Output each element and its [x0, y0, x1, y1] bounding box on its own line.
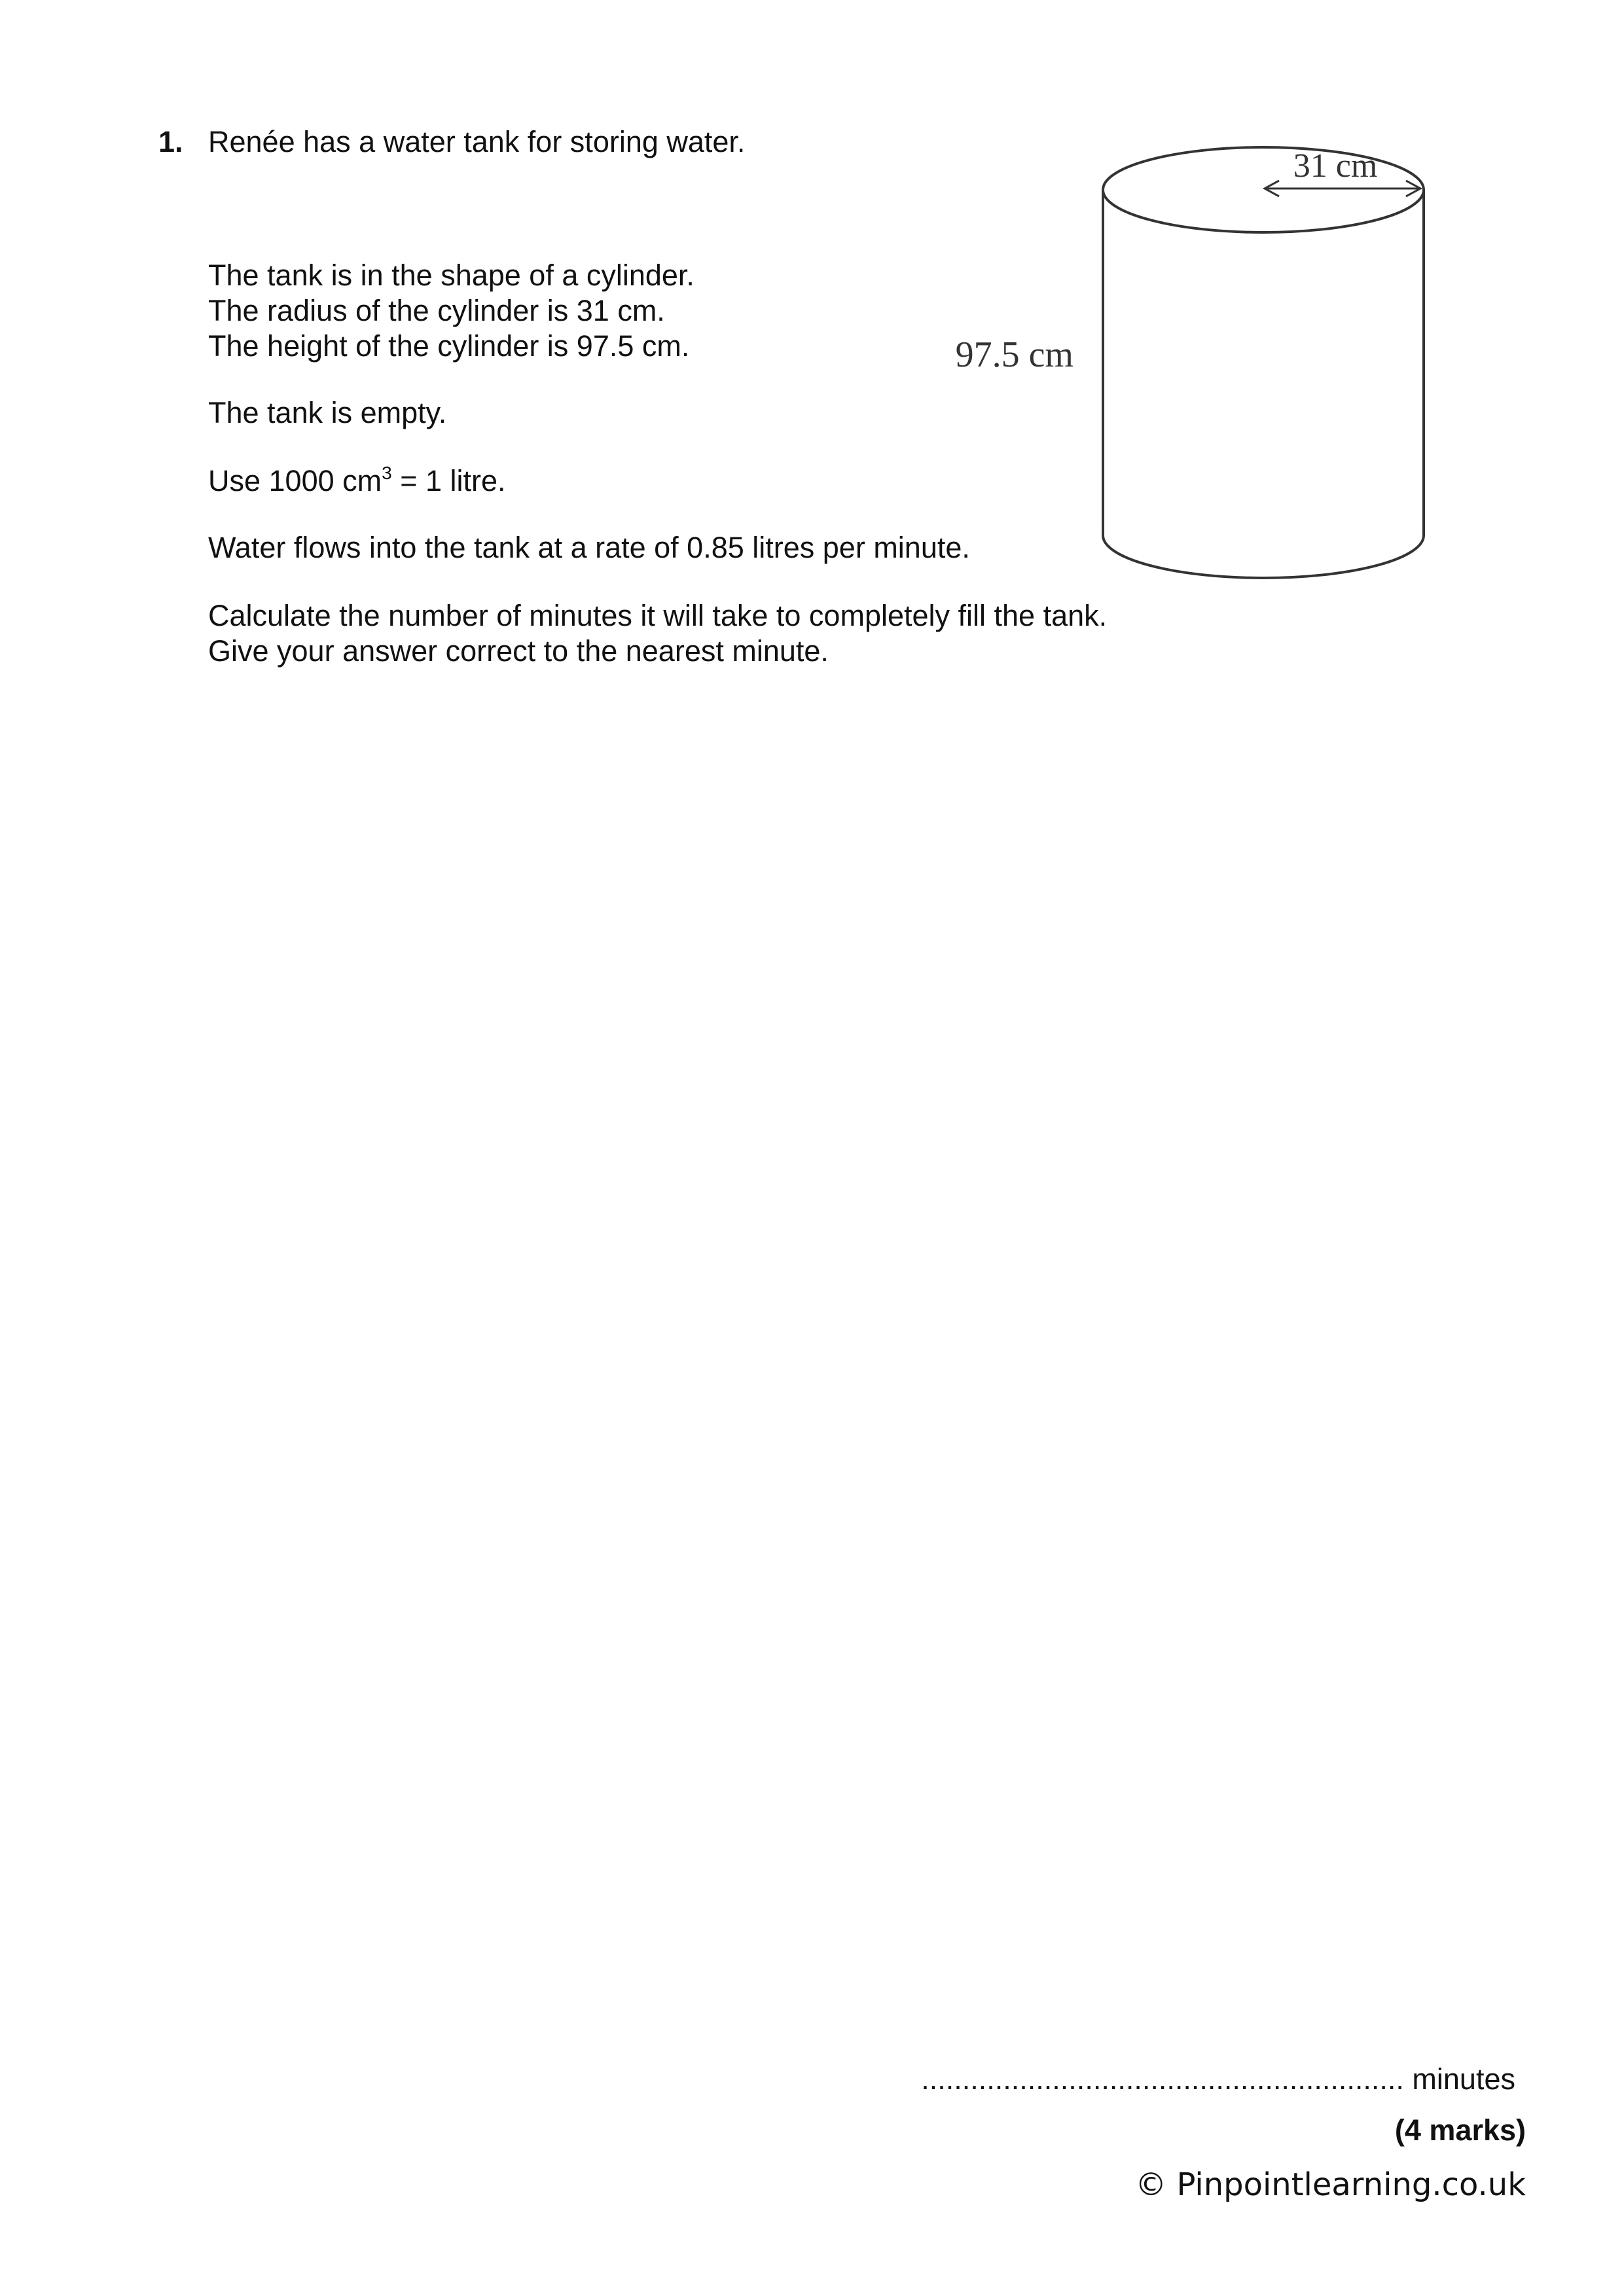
- question-intro: Renée has a water tank for storing water.: [208, 125, 746, 158]
- conversion-exponent: 3: [382, 463, 392, 483]
- cylinder-diagram: [929, 118, 1453, 615]
- shape-line: The tank is in the shape of a cylinder.: [208, 259, 695, 292]
- answer-unit: minutes: [1403, 2062, 1515, 2096]
- answer-dots[interactable]: ...........................................................: [921, 2062, 1404, 2096]
- empty-line: The tank is empty.: [208, 396, 447, 429]
- conversion-prefix: Use 1000 cm: [208, 464, 382, 497]
- conversion-line: [208, 463, 506, 499]
- question-number: 1.: [158, 125, 183, 158]
- cylinder-bottom-arc: [1103, 535, 1424, 578]
- copyright-footer: © Pinpointlearning.co.uk: [1135, 2166, 1526, 2203]
- task-line: Calculate the number of minutes it will take to completely fill the tank.: [208, 599, 1108, 632]
- marks-label: (4 marks): [1394, 2113, 1526, 2147]
- height-label: 97.5 cm: [955, 334, 1074, 375]
- radius-label: 31 cm: [1293, 147, 1378, 185]
- flow-line: Water flows into the tank at a rate of 0.85 litres per minute.: [208, 531, 970, 564]
- radius-line: The radius of the cylinder is 31 cm.: [208, 294, 665, 327]
- height-line: The height of the cylinder is 97.5 cm.: [208, 329, 690, 363]
- answer-line: [921, 2062, 1515, 2097]
- conversion-suffix: = 1 litre.: [391, 464, 506, 497]
- precision-line: Give your answer correct to the nearest minute.: [208, 634, 829, 668]
